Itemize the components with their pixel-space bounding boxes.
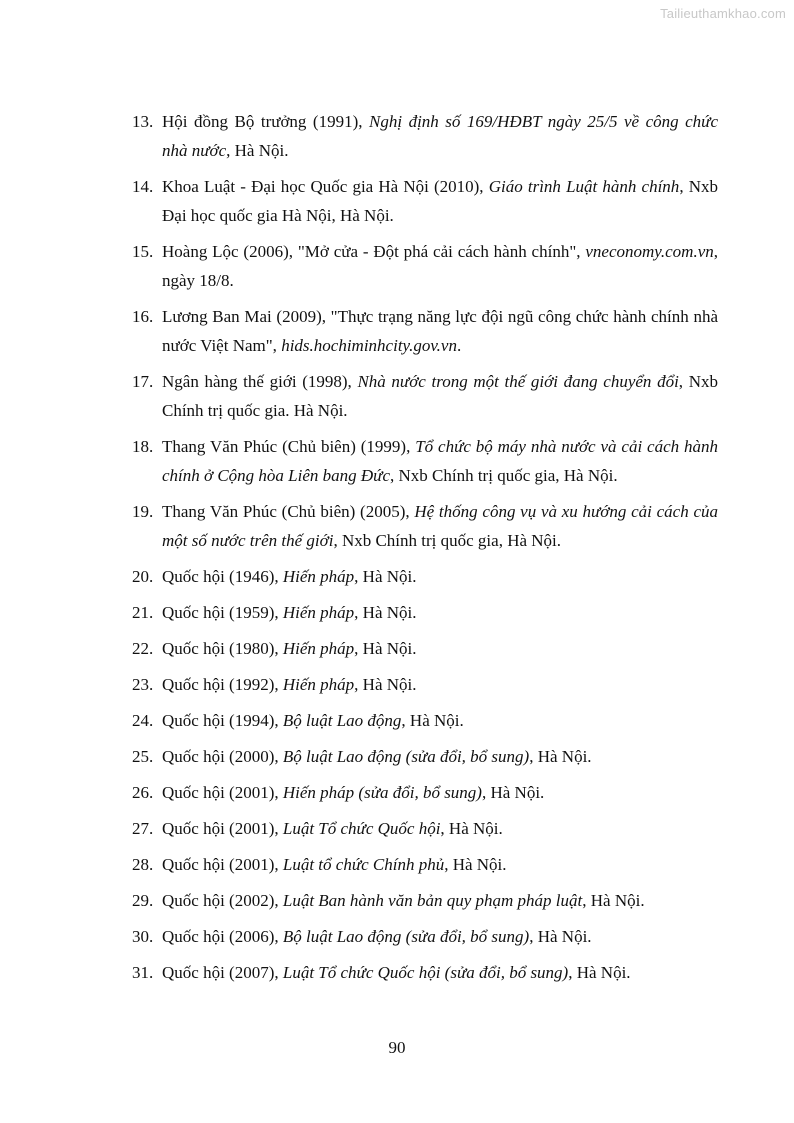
reference-number: 19. — [132, 502, 154, 521]
reference-item — [132, 706, 718, 735]
reference-item — [132, 367, 718, 425]
reference-item — [132, 432, 718, 490]
reference-text: Quốc hội (2002), Luật Ban hành văn bản quy phạm pháp luật, Hà Nội. — [162, 891, 645, 910]
reference-item — [132, 634, 718, 663]
reference-title: Bộ luật Lao động — [282, 711, 402, 730]
reference-text: Quốc hội (2006), Bộ luật Lao động (sửa đổi, bổ sung), Hà Nội. — [162, 927, 592, 946]
reference-number: 15. — [132, 242, 154, 261]
page-number: 90 — [388, 1038, 406, 1057]
reference-text: Quốc hội (1994), Bộ luật Lao động, Hà Nội. — [162, 711, 464, 730]
reference-title: Luật Tổ chức Quốc hội — [282, 819, 441, 838]
reference-text: Thang Văn Phúc (Chủ biên) (1999), Tổ chức bộ máy nhà nước và cải cách hành chính ở Cộng hòa Liên bang Đức, Nxb Chính trị quốc gia, Hà Nội. — [162, 437, 719, 485]
reference-number: 13. — [132, 112, 154, 131]
reference-text: Thang Văn Phúc (Chủ biên) (2005), Hệ thống công vụ và xu hướng cải cách của một số nước trên thế giới, Nxb Chính trị quốc gia, Hà Nội. — [162, 502, 718, 550]
reference-text: Lương Ban Mai (2009), "Thực trạng năng lực đội ngũ công chức hành chính nhà nước Việt Nam", hids.hochiminhcity.gov.vn. — [162, 307, 718, 355]
reference-item — [132, 598, 718, 627]
reference-list — [132, 107, 718, 994]
reference-number: 31. — [132, 963, 154, 982]
reference-text: Hội đồng Bộ trưởng (1991), Nghị định số 169/HĐBT ngày 25/5 về công chức nhà nước, Hà Nội. — [162, 112, 719, 160]
reference-title: Hệ thống công vụ và xu hướng cải cách của một số nước trên thế giới — [162, 502, 718, 550]
reference-title: Hiến pháp (sửa đổi, bổ sung) — [282, 783, 482, 802]
reference-title: Hiến pháp — [282, 603, 355, 622]
reference-number: 23. — [132, 675, 154, 694]
reference-title: Luật tổ chức Chính phủ — [282, 855, 445, 874]
reference-item — [132, 302, 718, 360]
reference-item — [132, 670, 718, 699]
reference-text: Ngân hàng thế giới (1998), Nhà nước trong một thế giới đang chuyển đổi, Nxb Chính trị quốc gia. Hà Nội. — [162, 372, 718, 420]
reference-item — [132, 778, 718, 807]
reference-text: Quốc hội (1992), Hiến pháp, Hà Nội. — [162, 675, 417, 694]
reference-text: Quốc hội (2001), Luật Tổ chức Quốc hội, Hà Nội. — [162, 819, 503, 838]
reference-title: Hiến pháp — [282, 639, 355, 658]
reference-item — [132, 742, 718, 771]
reference-text: Quốc hội (2000), Bộ luật Lao động (sửa đổi, bổ sung), Hà Nội. — [162, 747, 592, 766]
reference-number: 30. — [132, 927, 154, 946]
reference-item — [132, 237, 718, 295]
reference-title: hids.hochiminhcity.gov.vn — [281, 336, 457, 355]
reference-number: 26. — [132, 783, 154, 802]
reference-number: 25. — [132, 747, 154, 766]
reference-title: Giáo trình Luật hành chính — [488, 177, 680, 196]
watermark: Tailieuthamkhao.com — [660, 6, 786, 21]
reference-number: 16. — [132, 307, 154, 326]
reference-text: Quốc hội (1980), Hiến pháp, Hà Nội. — [162, 639, 417, 658]
reference-title: Tổ chức bộ máy nhà nước và cải cách hành chính ở Cộng hòa Liên bang Đức — [162, 437, 719, 485]
reference-number: 21. — [132, 603, 154, 622]
reference-number: 14. — [132, 177, 154, 196]
reference-text: Quốc hội (1946), Hiến pháp, Hà Nội. — [162, 567, 417, 586]
reference-title: Nhà nước trong một thế giới đang chuyển đổi — [357, 372, 679, 391]
reference-item — [132, 850, 718, 879]
reference-text: Khoa Luật - Đại học Quốc gia Hà Nội (2010), Giáo trình Luật hành chính, Nxb Đại học quốc gia Hà Nội, Hà Nội. — [162, 177, 718, 225]
reference-item — [132, 562, 718, 591]
reference-number: 18. — [132, 437, 154, 456]
reference-number: 28. — [132, 855, 154, 874]
reference-text: Quốc hội (2007), Luật Tổ chức Quốc hội (sửa đổi, bổ sung), Hà Nội. — [162, 963, 631, 982]
reference-item — [132, 886, 718, 915]
reference-title: Hiến pháp — [282, 675, 355, 694]
reference-number: 20. — [132, 567, 154, 586]
reference-title: Bộ luật Lao động (sửa đổi, bổ sung) — [282, 747, 530, 766]
reference-text: Hoàng Lộc (2006), "Mở cửa - Đột phá cải cách hành chính", vneconomy.com.vn, ngày 18/8. — [162, 242, 718, 290]
reference-title: vneconomy.com.vn — [585, 242, 714, 261]
reference-text: Quốc hội (1959), Hiến pháp, Hà Nội. — [162, 603, 417, 622]
reference-title: Luật Ban hành văn bản quy phạm pháp luật — [282, 891, 583, 910]
reference-number: 24. — [132, 711, 154, 730]
reference-title: Luật Tổ chức Quốc hội (sửa đổi, bổ sung) — [282, 963, 569, 982]
reference-number: 22. — [132, 639, 154, 658]
reference-item — [132, 172, 718, 230]
reference-item — [132, 814, 718, 843]
reference-title: Hiến pháp — [282, 567, 355, 586]
reference-title: Nghị định số 169/HĐBT ngày 25/5 về công chức nhà nước — [162, 112, 719, 160]
reference-text: Quốc hội (2001), Hiến pháp (sửa đổi, bổ sung), Hà Nội. — [162, 783, 545, 802]
reference-item — [132, 958, 718, 987]
reference-number: 17. — [132, 372, 154, 391]
reference-text: Quốc hội (2001), Luật tổ chức Chính phủ, Hà Nội. — [162, 855, 507, 874]
reference-item — [132, 922, 718, 951]
reference-item — [132, 107, 718, 165]
reference-number: 27. — [132, 819, 154, 838]
reference-number: 29. — [132, 891, 154, 910]
reference-title: Bộ luật Lao động (sửa đổi, bổ sung) — [282, 927, 530, 946]
reference-item — [132, 497, 718, 555]
